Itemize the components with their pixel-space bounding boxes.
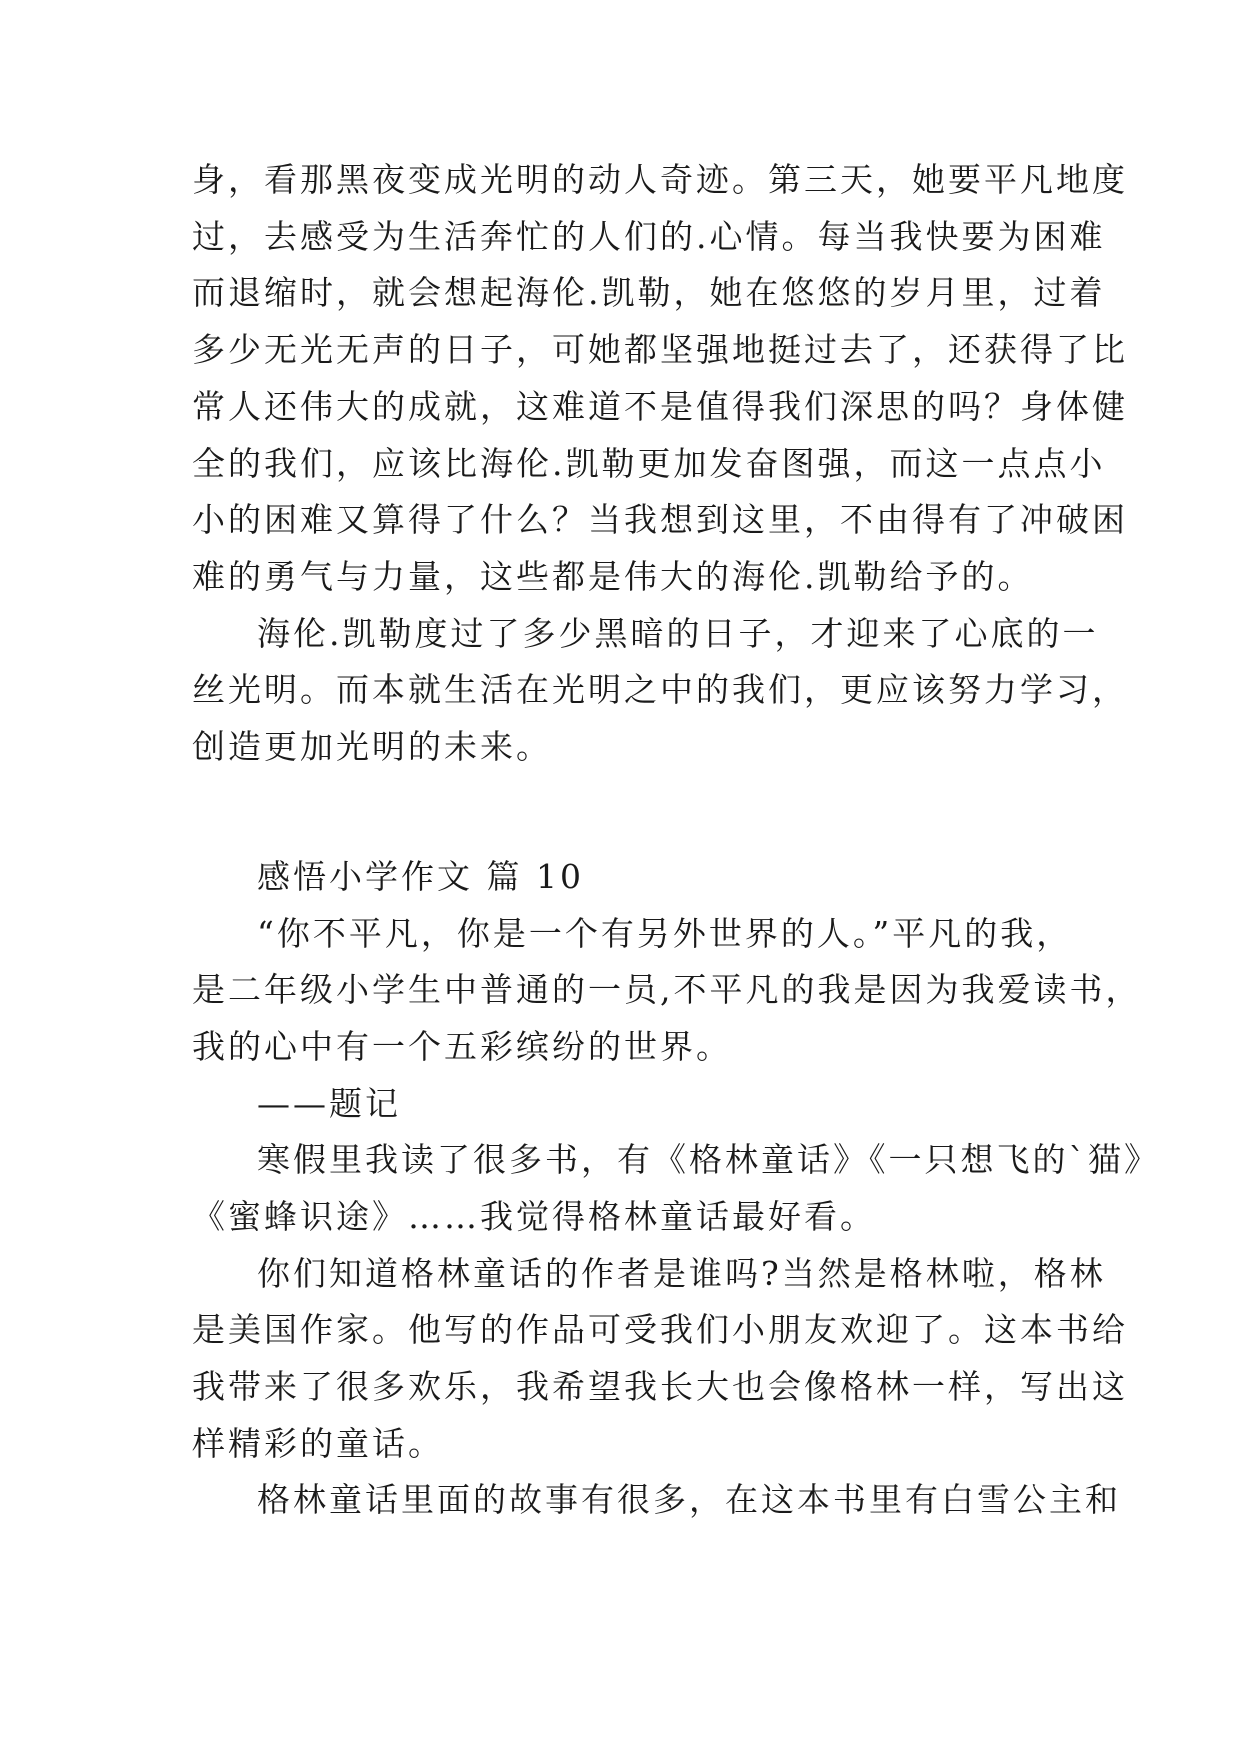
paragraph-line: 是二年级小学生中普通的一员,不平凡的我是因为我爱读书， [192, 970, 1142, 1009]
paragraph-line: 常人还伟大的成就，这难道不是值得我们深思的吗？身体健 [192, 387, 1128, 426]
paragraph-line: 难的勇气与力量，这些都是伟大的海伦.凯勒给予的。 [192, 557, 1034, 596]
paragraph-line: 样精彩的童话。 [192, 1424, 444, 1463]
paragraph-line: 多少无光无声的日子，可她都坚强地挺过去了，还获得了比 [192, 330, 1128, 369]
epigraph-attribution: ——题记 [257, 1084, 401, 1123]
paragraph-line: 海伦.凯勒度过了多少黑暗的日子，才迎来了心底的一 [257, 614, 1099, 653]
section-heading: 感悟小学作文 篇 10 [257, 857, 584, 896]
paragraph-line: 过，去感受为生活奔忙的人们的.心情。每当我快要为困难 [192, 217, 1106, 256]
paragraph-line: “你不平凡，你是一个有另外世界的人。”平凡的我， [257, 914, 1073, 953]
paragraph-line: 身，看那黑夜变成光明的动人奇迹。第三天，她要平凡地度 [192, 160, 1128, 199]
paragraph-line: 创造更加光明的未来。 [192, 727, 552, 766]
paragraph-line: 寒假里我读了很多书，有《格林童话》《一只想飞的`猫》 [257, 1140, 1160, 1179]
paragraph-line: 你们知道格林童话的作者是谁吗?当然是格林啦，格林 [257, 1254, 1106, 1293]
paragraph-line: 全的我们，应该比海伦.凯勒更加发奋图强，而这一点点小 [192, 444, 1106, 483]
paragraph-line: 而退缩时，就会想起海伦.凯勒，她在悠悠的岁月里，过着 [192, 273, 1106, 312]
paragraph-line: 我带来了很多欢乐，我希望我长大也会像格林一样，写出这 [192, 1367, 1128, 1406]
paragraph-line: 丝光明。而本就生活在光明之中的我们，更应该努力学习， [192, 670, 1128, 709]
paragraph-line: 我的心中有一个五彩缤纷的世界。 [192, 1027, 732, 1066]
paragraph-line: 《蜜蜂识途》……我觉得格林童话最好看。 [192, 1197, 876, 1236]
paragraph-line: 是美国作家。他写的作品可受我们小朋友欢迎了。这本书给 [192, 1310, 1128, 1349]
paragraph-line: 小的困难又算得了什么？当我想到这里，不由得有了冲破困 [192, 500, 1128, 539]
paragraph-line: 格林童话里面的故事有很多，在这本书里有白雪公主和 [257, 1480, 1121, 1519]
